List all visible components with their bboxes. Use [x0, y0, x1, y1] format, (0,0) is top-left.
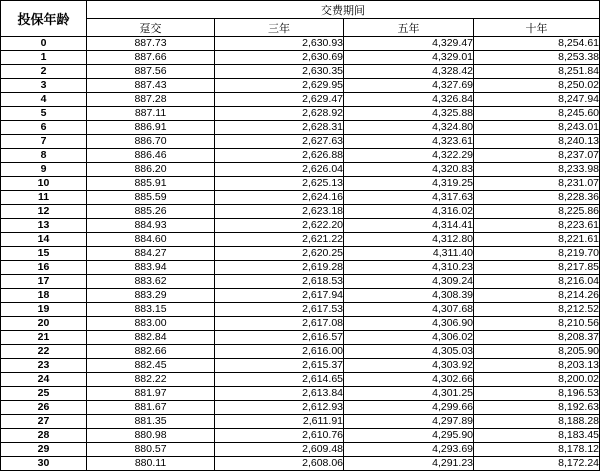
premium-5-years-cell: 4,301.25	[344, 387, 474, 401]
premium-5-years-cell: 4,299.66	[344, 401, 474, 415]
premium-10-years-cell: 8,196.53	[474, 387, 600, 401]
premium-5-years-cell: 4,291.23	[344, 457, 474, 471]
table-row	[1, 359, 600, 373]
column-header-5-years: 五年	[344, 19, 474, 37]
premium-5-years-cell: 4,316.02	[344, 205, 474, 219]
premium-single-cell: 882.22	[87, 373, 215, 387]
premium-single-cell: 881.67	[87, 401, 215, 415]
age-cell: 23	[1, 359, 87, 373]
premium-3-years-cell: 2,617.08	[215, 317, 344, 331]
premium-10-years-cell: 8,237.07	[474, 149, 600, 163]
table-row	[1, 303, 600, 317]
premium-5-years-cell: 4,306.90	[344, 317, 474, 331]
header-row-columns	[1, 19, 600, 37]
premium-5-years-cell: 4,329.01	[344, 51, 474, 65]
table-row	[1, 261, 600, 275]
premium-3-years-cell: 2,626.04	[215, 163, 344, 177]
premium-single-cell: 883.29	[87, 289, 215, 303]
premium-3-years-cell: 2,630.69	[215, 51, 344, 65]
table-row	[1, 247, 600, 261]
premium-3-years-cell: 2,611.91	[215, 415, 344, 429]
premium-single-cell: 886.20	[87, 163, 215, 177]
premium-3-years-cell: 2,630.35	[215, 65, 344, 79]
premium-single-cell: 880.98	[87, 429, 215, 443]
premium-5-years-cell: 4,309.24	[344, 275, 474, 289]
premium-3-years-cell: 2,624.16	[215, 191, 344, 205]
premium-5-years-cell: 4,322.29	[344, 149, 474, 163]
premium-10-years-cell: 8,247.94	[474, 93, 600, 107]
table-row	[1, 457, 600, 471]
premium-3-years-cell: 2,612.93	[215, 401, 344, 415]
premium-5-years-cell: 4,307.68	[344, 303, 474, 317]
premium-3-years-cell: 2,617.53	[215, 303, 344, 317]
age-cell: 18	[1, 289, 87, 303]
age-cell: 9	[1, 163, 87, 177]
column-header-10-years: 十年	[474, 19, 600, 37]
premium-single-cell: 885.26	[87, 205, 215, 219]
premium-5-years-cell: 4,302.66	[344, 373, 474, 387]
premium-3-years-cell: 2,623.18	[215, 205, 344, 219]
age-cell: 2	[1, 65, 87, 79]
premium-3-years-cell: 2,619.28	[215, 261, 344, 275]
premium-10-years-cell: 8,214.26	[474, 289, 600, 303]
table-row	[1, 317, 600, 331]
premium-5-years-cell: 4,325.88	[344, 107, 474, 121]
column-header-3-years: 三年	[215, 19, 344, 37]
premium-10-years-cell: 8,221.61	[474, 233, 600, 247]
table-header	[1, 1, 600, 37]
premium-3-years-cell: 2,628.92	[215, 107, 344, 121]
table-row	[1, 345, 600, 359]
table-row	[1, 191, 600, 205]
premium-single-cell: 887.73	[87, 37, 215, 51]
premium-10-years-cell: 8,225.86	[474, 205, 600, 219]
premium-5-years-cell: 4,297.89	[344, 415, 474, 429]
premium-10-years-cell: 8,240.13	[474, 135, 600, 149]
premium-5-years-cell: 4,305.03	[344, 345, 474, 359]
age-cell: 0	[1, 37, 87, 51]
column-header-single: 趸交	[87, 19, 215, 37]
table-row	[1, 387, 600, 401]
table-row	[1, 107, 600, 121]
table-row	[1, 65, 600, 79]
premium-10-years-cell: 8,192.63	[474, 401, 600, 415]
premium-5-years-cell: 4,293.69	[344, 443, 474, 457]
age-cell: 13	[1, 219, 87, 233]
payment-period-header: 交费期间	[87, 1, 600, 19]
premium-3-years-cell: 2,613.84	[215, 387, 344, 401]
age-cell: 29	[1, 443, 87, 457]
age-cell: 20	[1, 317, 87, 331]
premium-5-years-cell: 4,306.02	[344, 331, 474, 345]
premium-5-years-cell: 4,323.61	[344, 135, 474, 149]
premium-5-years-cell: 4,308.39	[344, 289, 474, 303]
premium-10-years-cell: 8,208.37	[474, 331, 600, 345]
premium-3-years-cell: 2,629.95	[215, 79, 344, 93]
premium-3-years-cell: 2,625.13	[215, 177, 344, 191]
premium-10-years-cell: 8,251.84	[474, 65, 600, 79]
age-cell: 24	[1, 373, 87, 387]
age-column-header: 投保年龄	[1, 1, 87, 37]
table-row	[1, 275, 600, 289]
premium-3-years-cell: 2,621.22	[215, 233, 344, 247]
premium-10-years-cell: 8,200.02	[474, 373, 600, 387]
age-cell: 5	[1, 107, 87, 121]
premium-single-cell: 887.66	[87, 51, 215, 65]
premium-5-years-cell: 4,312.80	[344, 233, 474, 247]
premium-10-years-cell: 8,223.61	[474, 219, 600, 233]
age-cell: 6	[1, 121, 87, 135]
premium-single-cell: 881.97	[87, 387, 215, 401]
premium-3-years-cell: 2,630.93	[215, 37, 344, 51]
premium-3-years-cell: 2,609.48	[215, 443, 344, 457]
table-row	[1, 149, 600, 163]
premium-single-cell: 882.84	[87, 331, 215, 345]
age-cell: 7	[1, 135, 87, 149]
age-cell: 26	[1, 401, 87, 415]
premium-5-years-cell: 4,324.80	[344, 121, 474, 135]
table-row	[1, 415, 600, 429]
age-cell: 21	[1, 331, 87, 345]
premium-5-years-cell: 4,303.92	[344, 359, 474, 373]
premium-3-years-cell: 2,618.53	[215, 275, 344, 289]
premium-single-cell: 886.91	[87, 121, 215, 135]
premium-single-cell: 884.93	[87, 219, 215, 233]
premium-single-cell: 884.60	[87, 233, 215, 247]
premium-single-cell: 887.43	[87, 79, 215, 93]
premium-10-years-cell: 8,210.56	[474, 317, 600, 331]
premium-10-years-cell: 8,217.85	[474, 261, 600, 275]
table-row	[1, 93, 600, 107]
table-row	[1, 233, 600, 247]
premium-3-years-cell: 2,626.88	[215, 149, 344, 163]
table-row	[1, 289, 600, 303]
premium-10-years-cell: 8,243.01	[474, 121, 600, 135]
premium-10-years-cell: 8,245.60	[474, 107, 600, 121]
premium-5-years-cell: 4,327.69	[344, 79, 474, 93]
age-cell: 30	[1, 457, 87, 471]
table-row	[1, 429, 600, 443]
premium-5-years-cell: 4,319.25	[344, 177, 474, 191]
premium-3-years-cell: 2,614.65	[215, 373, 344, 387]
premium-single-cell: 887.11	[87, 107, 215, 121]
age-cell: 28	[1, 429, 87, 443]
premium-10-years-cell: 8,172.24	[474, 457, 600, 471]
premium-10-years-cell: 8,212.52	[474, 303, 600, 317]
age-cell: 27	[1, 415, 87, 429]
premium-single-cell: 880.57	[87, 443, 215, 457]
premium-10-years-cell: 8,188.28	[474, 415, 600, 429]
premium-10-years-cell: 8,178.12	[474, 443, 600, 457]
age-cell: 15	[1, 247, 87, 261]
premium-single-cell: 886.70	[87, 135, 215, 149]
premium-5-years-cell: 4,320.83	[344, 163, 474, 177]
premium-single-cell: 887.56	[87, 65, 215, 79]
table-body	[1, 37, 600, 471]
premium-3-years-cell: 2,622.20	[215, 219, 344, 233]
age-cell: 1	[1, 51, 87, 65]
premium-5-years-cell: 4,326.84	[344, 93, 474, 107]
premium-5-years-cell: 4,311.40	[344, 247, 474, 261]
premium-10-years-cell: 8,253.38	[474, 51, 600, 65]
age-cell: 22	[1, 345, 87, 359]
age-cell: 3	[1, 79, 87, 93]
premium-single-cell: 883.00	[87, 317, 215, 331]
premium-single-cell: 885.59	[87, 191, 215, 205]
table-row	[1, 163, 600, 177]
table-row	[1, 51, 600, 65]
premium-3-years-cell: 2,615.37	[215, 359, 344, 373]
table-row	[1, 219, 600, 233]
premium-3-years-cell: 2,616.00	[215, 345, 344, 359]
premium-10-years-cell: 8,183.45	[474, 429, 600, 443]
premium-single-cell: 883.15	[87, 303, 215, 317]
table-row	[1, 177, 600, 191]
age-cell: 10	[1, 177, 87, 191]
age-cell: 8	[1, 149, 87, 163]
premium-3-years-cell: 2,629.47	[215, 93, 344, 107]
table-row	[1, 331, 600, 345]
premium-5-years-cell: 4,328.42	[344, 65, 474, 79]
header-row-top	[1, 1, 600, 19]
premium-10-years-cell: 8,254.61	[474, 37, 600, 51]
premium-single-cell: 884.27	[87, 247, 215, 261]
premium-10-years-cell: 8,233.98	[474, 163, 600, 177]
table-row	[1, 443, 600, 457]
premium-single-cell: 880.11	[87, 457, 215, 471]
premium-3-years-cell: 2,620.25	[215, 247, 344, 261]
premium-3-years-cell: 2,627.63	[215, 135, 344, 149]
premium-5-years-cell: 4,329.47	[344, 37, 474, 51]
premium-single-cell: 881.35	[87, 415, 215, 429]
premium-3-years-cell: 2,628.31	[215, 121, 344, 135]
premium-3-years-cell: 2,616.57	[215, 331, 344, 345]
premium-5-years-cell: 4,314.41	[344, 219, 474, 233]
premium-5-years-cell: 4,310.23	[344, 261, 474, 275]
premium-single-cell: 882.45	[87, 359, 215, 373]
premium-10-years-cell: 8,231.07	[474, 177, 600, 191]
age-cell: 11	[1, 191, 87, 205]
table-row	[1, 401, 600, 415]
age-cell: 14	[1, 233, 87, 247]
premium-3-years-cell: 2,610.76	[215, 429, 344, 443]
premium-single-cell: 886.46	[87, 149, 215, 163]
age-cell: 25	[1, 387, 87, 401]
premium-5-years-cell: 4,317.63	[344, 191, 474, 205]
table-row	[1, 37, 600, 51]
age-cell: 16	[1, 261, 87, 275]
premium-10-years-cell: 8,216.04	[474, 275, 600, 289]
table-row	[1, 373, 600, 387]
age-cell: 4	[1, 93, 87, 107]
premium-3-years-cell: 2,617.94	[215, 289, 344, 303]
age-cell: 17	[1, 275, 87, 289]
premium-10-years-cell: 8,205.90	[474, 345, 600, 359]
premium-single-cell: 882.66	[87, 345, 215, 359]
premium-single-cell: 883.62	[87, 275, 215, 289]
premium-single-cell: 885.91	[87, 177, 215, 191]
premium-10-years-cell: 8,228.36	[474, 191, 600, 205]
premium-3-years-cell: 2,608.06	[215, 457, 344, 471]
table-row	[1, 79, 600, 93]
age-cell: 12	[1, 205, 87, 219]
premium-single-cell: 887.28	[87, 93, 215, 107]
premium-10-years-cell: 8,203.13	[474, 359, 600, 373]
age-cell: 19	[1, 303, 87, 317]
premium-10-years-cell: 8,219.70	[474, 247, 600, 261]
table-row	[1, 121, 600, 135]
table-row	[1, 135, 600, 149]
table-row	[1, 205, 600, 219]
premium-5-years-cell: 4,295.90	[344, 429, 474, 443]
premium-10-years-cell: 8,250.02	[474, 79, 600, 93]
premium-single-cell: 883.94	[87, 261, 215, 275]
